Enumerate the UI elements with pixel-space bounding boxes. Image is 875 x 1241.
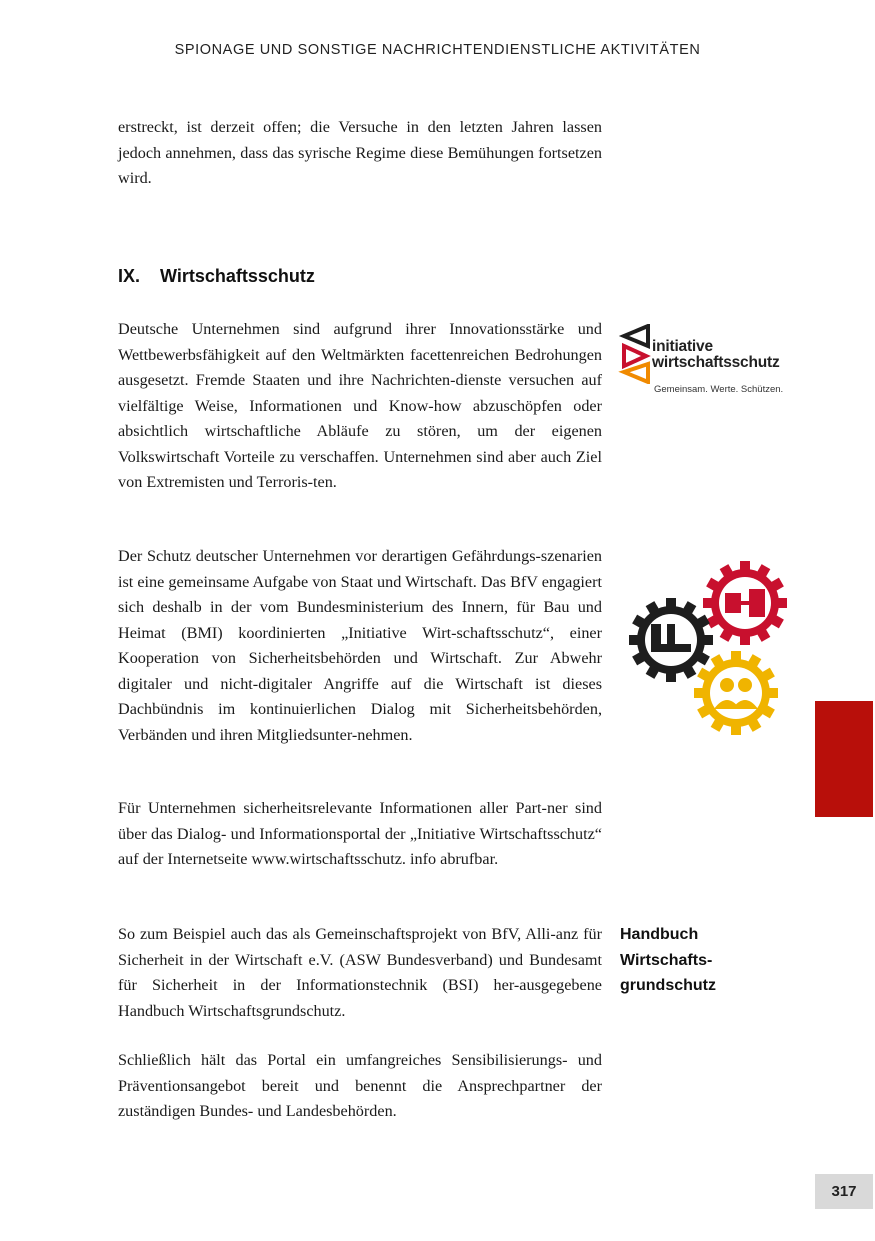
paragraph: Deutsche Unternehmen sind aufgrund ihrer Innovationsstärke und Wettbewerbsfähigkeit auf den Weltmärkten facettenreichen Bedrohungen ausgesetzt. Fremde Staaten und ihre Nachrichten-dienste versuchen auf vielfältige Weise, Informationen und Know-how abzuschöpfen oder absichtlich wirtschaftliche Abläufe zu stören, um der eigenen Volkswirtschaft Vorteile zu verschaffen. Unternehmen sind aber auch Ziel von Extremisten und Terroris-ten. bbox=[118, 320, 602, 491]
black-gear-icon bbox=[629, 598, 713, 682]
paragraph-continuation bbox=[118, 115, 602, 192]
logo-text-line2: wirtschaftsschutz bbox=[652, 354, 780, 371]
paragraph-block-2 bbox=[118, 544, 602, 748]
yellow-gear-icon bbox=[694, 651, 778, 735]
section-number: IX. bbox=[118, 266, 141, 286]
initiative-wirtschaftsschutz-logo bbox=[618, 322, 794, 402]
paragraph: erstreckt, ist derzeit offen; die Versuche in den letzten Jahren lassen jedoch annehmen, dass das syrische Regime diese Bemühungen fortsetzen wird. bbox=[118, 118, 602, 187]
logo-tagline: Gemeinsam. Werte. Schützen. bbox=[654, 384, 784, 395]
margin-note-line: Wirtschafts- bbox=[620, 951, 713, 969]
paragraph: Schließlich hält das Portal ein umfangreiches Sensibilisierungs- und Präventionsangebot bereit und benennt die Ansprechpartner der zuständigen Bundes- und Landesbehörden. bbox=[118, 1051, 602, 1120]
logo-triangles-icon bbox=[618, 324, 652, 384]
margin-note-line: Handbuch bbox=[620, 926, 699, 943]
paragraph-block-5 bbox=[118, 1048, 602, 1125]
page-number: 317 bbox=[815, 1174, 873, 1209]
chapter-marker-tab bbox=[815, 701, 873, 817]
running-header: SPIONAGE UND SONSTIGE NACHRICHTENDIENSTLICHE AKTIVITÄTEN bbox=[174, 42, 701, 58]
logo-text-line1: initiative bbox=[652, 338, 713, 355]
margin-note bbox=[620, 922, 716, 999]
paragraph-block-4 bbox=[118, 922, 602, 1024]
paragraph-block-1 bbox=[118, 317, 602, 496]
paragraph-block-3 bbox=[118, 796, 602, 873]
paragraph: So zum Beispiel auch das als Gemeinschaftsprojekt von BfV, Alli-anz für Sicherheit in der Wirtschaft e.V. (ASW Bundesverband) und Bundesamt für Sicherheit in der Informationstechnik (BSI) her-ausgegebene Handbuch Wirtschaftsgrundschutz. bbox=[118, 925, 602, 1020]
margin-note-line: grundschutz bbox=[620, 977, 716, 994]
section-title: Wirtschaftsschutz bbox=[160, 266, 315, 286]
paragraph: Der Schutz deutscher Unternehmen vor derartigen Gefährdungs-szenarien ist eine gemeinsame Aufgabe von Staat und Wirtschaft. Das BfV engagiert sich deshalb in der vom Bundesministerium des Innern, für Bau und Heimat (BMI) koordinierten „Initiative Wirt-schaftsschutz“, einer Kooperation von Sicherheitsbehörden und Wirtschaft. Zur Abwehr digitaler und nicht-digitaler Angriffe auf die Wirtschaft ist dieses Dachbündnis im kontinuierlichen Dialog mit Sicherheitsbehörden, Verbänden und ihren Mitgliedsunter-nehmen. bbox=[118, 547, 602, 744]
paragraph: Für Unternehmen sicherheitsrelevante Informationen aller Part-ner sind über das Dialog- und Informationsportal der „Initiative Wirtschaftsschutz“ auf der Internetseite www.wirtschaftsschutz. info abrufbar. bbox=[118, 799, 602, 868]
interlocking-gears-icon bbox=[626, 558, 792, 738]
section-heading bbox=[118, 266, 315, 287]
crimson-gear-icon bbox=[703, 561, 787, 645]
